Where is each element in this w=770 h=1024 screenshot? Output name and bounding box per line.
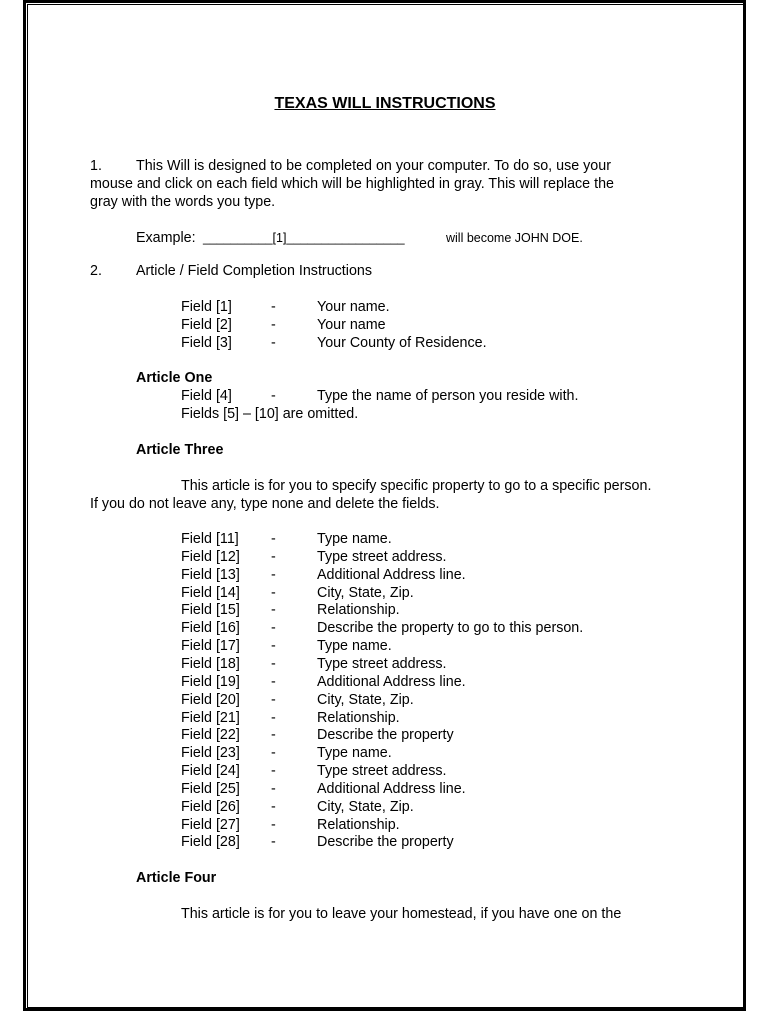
field-label: Field [28] <box>181 834 240 850</box>
field-dash: - <box>271 745 276 761</box>
field-label: Field [21] <box>181 710 240 726</box>
field-label: Field [3] <box>181 335 232 351</box>
item-1-line-3: gray with the words you type. <box>90 194 276 210</box>
field-description: Type name. <box>317 531 392 547</box>
field-description: Describe the property to go to this person. <box>317 620 584 636</box>
field-label: Field [11] <box>181 531 239 547</box>
field-label: Field [15] <box>181 602 240 618</box>
field-label: Field [13] <box>181 567 240 583</box>
fields-omitted-note: Fields [5] – [10] are omitted. <box>181 406 359 422</box>
field-label: Field [22] <box>181 727 240 743</box>
field-description: Relationship. <box>317 602 400 618</box>
field-description: Your County of Residence. <box>317 335 487 351</box>
field-label: Field [2] <box>181 317 232 333</box>
field-description: Additional Address line. <box>317 781 466 797</box>
field-description: Your name. <box>317 299 390 315</box>
field-label: Field [12] <box>181 549 240 565</box>
field-dash: - <box>271 585 276 601</box>
field-description: Type name. <box>317 638 392 654</box>
field-description: Additional Address line. <box>317 567 466 583</box>
example-result: will become JOHN DOE. <box>446 231 583 245</box>
field-dash: - <box>271 763 276 779</box>
item-1-line-2: mouse and click on each field which will be highlighted in gray. This will replace the <box>90 176 614 192</box>
field-dash: - <box>271 834 276 850</box>
field-label: Field [17] <box>181 638 240 654</box>
field-dash: - <box>271 656 276 672</box>
field-dash: - <box>271 692 276 708</box>
field-label: Field [25] <box>181 781 240 797</box>
article-one-heading: Article One <box>136 370 213 386</box>
field-dash: - <box>271 531 276 547</box>
article-three-paragraph-line-1: This article is for you to specify specific property to go to a specific person. <box>181 478 652 494</box>
item-2-text: Article / Field Completion Instructions <box>136 263 372 279</box>
field-dash: - <box>271 817 276 833</box>
field-dash: - <box>271 388 276 404</box>
field-dash: - <box>271 620 276 636</box>
field-dash: - <box>271 799 276 815</box>
field-description: City, State, Zip. <box>317 585 414 601</box>
field-label: Field [26] <box>181 799 240 815</box>
field-label: Field [23] <box>181 745 240 761</box>
field-label: Field [24] <box>181 763 240 779</box>
article-three-paragraph-line-2: If you do not leave any, type none and delete the fields. <box>90 496 440 512</box>
field-description: Additional Address line. <box>317 674 466 690</box>
field-description: Type name. <box>317 745 392 761</box>
field-description: Type the name of person you reside with. <box>317 388 579 404</box>
field-dash: - <box>271 299 276 315</box>
field-description: City, State, Zip. <box>317 799 414 815</box>
example-label: Example: <box>136 230 196 246</box>
field-label: Field [18] <box>181 656 240 672</box>
field-description: Describe the property <box>317 727 454 743</box>
item-2-number: 2. <box>90 263 102 279</box>
field-dash: - <box>271 781 276 797</box>
field-dash: - <box>271 710 276 726</box>
field-label: Field [20] <box>181 692 240 708</box>
field-dash: - <box>271 317 276 333</box>
field-label: Field [14] <box>181 585 240 601</box>
field-dash: - <box>271 727 276 743</box>
field-label: Field [4] <box>181 388 232 404</box>
article-four-paragraph-line-1: This article is for you to leave your homestead, if you have one on the <box>181 906 622 922</box>
field-description: Type street address. <box>317 763 447 779</box>
field-dash: - <box>271 638 276 654</box>
field-dash: - <box>271 549 276 565</box>
field-description: Type street address. <box>317 549 447 565</box>
field-label: Field [27] <box>181 817 240 833</box>
field-description: Your name <box>317 317 386 333</box>
article-four-heading: Article Four <box>136 870 217 886</box>
field-description: Relationship. <box>317 710 400 726</box>
field-dash: - <box>271 335 276 351</box>
field-label: Field [16] <box>181 620 240 636</box>
example-blank-field: __________[1]_________________ <box>203 231 405 245</box>
field-dash: - <box>271 567 276 583</box>
field-description: Describe the property <box>317 834 454 850</box>
field-description: City, State, Zip. <box>317 692 414 708</box>
field-label: Field [19] <box>181 674 240 690</box>
article-three-heading: Article Three <box>136 442 224 458</box>
item-1-line-1: This Will is designed to be completed on your computer. To do so, use your <box>136 158 611 174</box>
field-label: Field [1] <box>181 299 232 315</box>
field-description: Type street address. <box>317 656 447 672</box>
field-dash: - <box>271 602 276 618</box>
field-description: Relationship. <box>317 817 400 833</box>
item-1-number: 1. <box>90 158 102 174</box>
document-title: TEXAS WILL INSTRUCTIONS <box>274 95 496 112</box>
field-dash: - <box>271 674 276 690</box>
